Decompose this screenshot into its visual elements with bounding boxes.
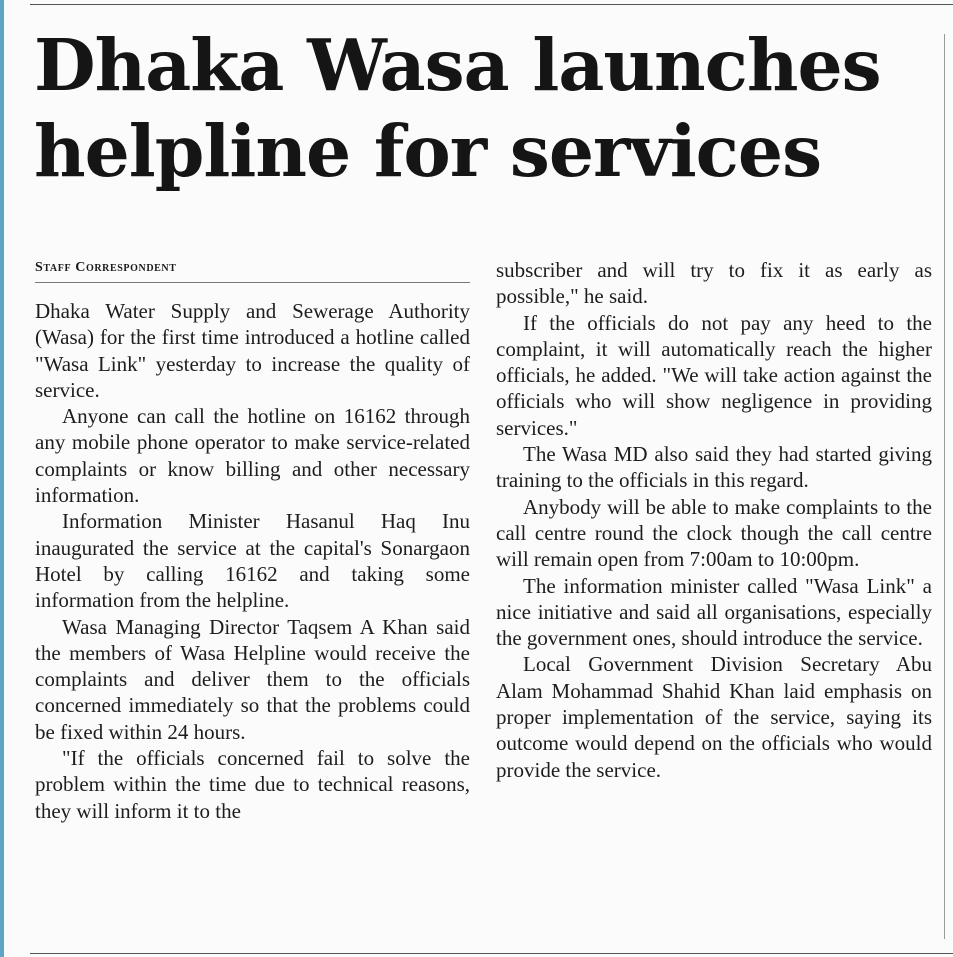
top-rule [30,4,953,5]
paragraph: Information Minister Hasanul Haq Inu inaugurated the service at the capital's Sonargaon Hotel by calling 16162 and taking some information from the helpline. [35,509,470,613]
left-accent-bar [0,0,4,957]
headline-line-2: helpline for services [34,109,822,193]
byline: Staff Correspondent [35,258,470,283]
column-edge-rule [944,34,945,939]
left-column [35,298,470,824]
bottom-rule [30,953,953,954]
paragraph: Wasa Managing Director Taqsem A Khan said the members of Wasa Helpline would receive the complaints and deliver them to the officials concerned immediately so that the problems could be fixed within 24 hours. [35,614,470,744]
headline [34,22,939,194]
paragraph-continuation: subscriber and will try to fix it as early as possible," he said. [496,258,932,309]
paragraph: Local Government Division Secretary Abu Alam Mohammad Shahid Khan laid emphasis on proper implementation of the service, saying its outcome would depend on the officials who would provide the service. [496,652,932,782]
paragraph: Dhaka Water Supply and Sewerage Authority (Wasa) for the first time introduced a hotline called "Wasa Link" yesterday to increase the quality of service. [35,299,470,402]
paragraph: If the officials do not pay any heed to the complaint, it will automatically reach the higher officials, he added. "We will take action against the officials who will show negligence in providing services." [496,310,932,440]
paragraph: Anyone can call the hotline on 16162 through any mobile phone operator to make service-related complaints or know billing and other necessary information. [35,404,470,508]
paragraph: "If the officials concerned fail to solve the problem within the time due to technical reasons, they will inform it to the [35,746,470,823]
right-column [496,257,932,783]
paragraph: The information minister called "Wasa Link" a nice initiative and said all organisations, especially the government ones, should introduce the service. [496,573,932,651]
paragraph: The Wasa MD also said they had started giving training to the officials in this regard. [496,442,932,493]
paragraph: Anybody will be able to make complaints to the call centre round the clock though the call centre will remain open from 7:00am to 10:00pm. [496,494,932,572]
headline-line-1: Dhaka Wasa launches [34,23,881,107]
